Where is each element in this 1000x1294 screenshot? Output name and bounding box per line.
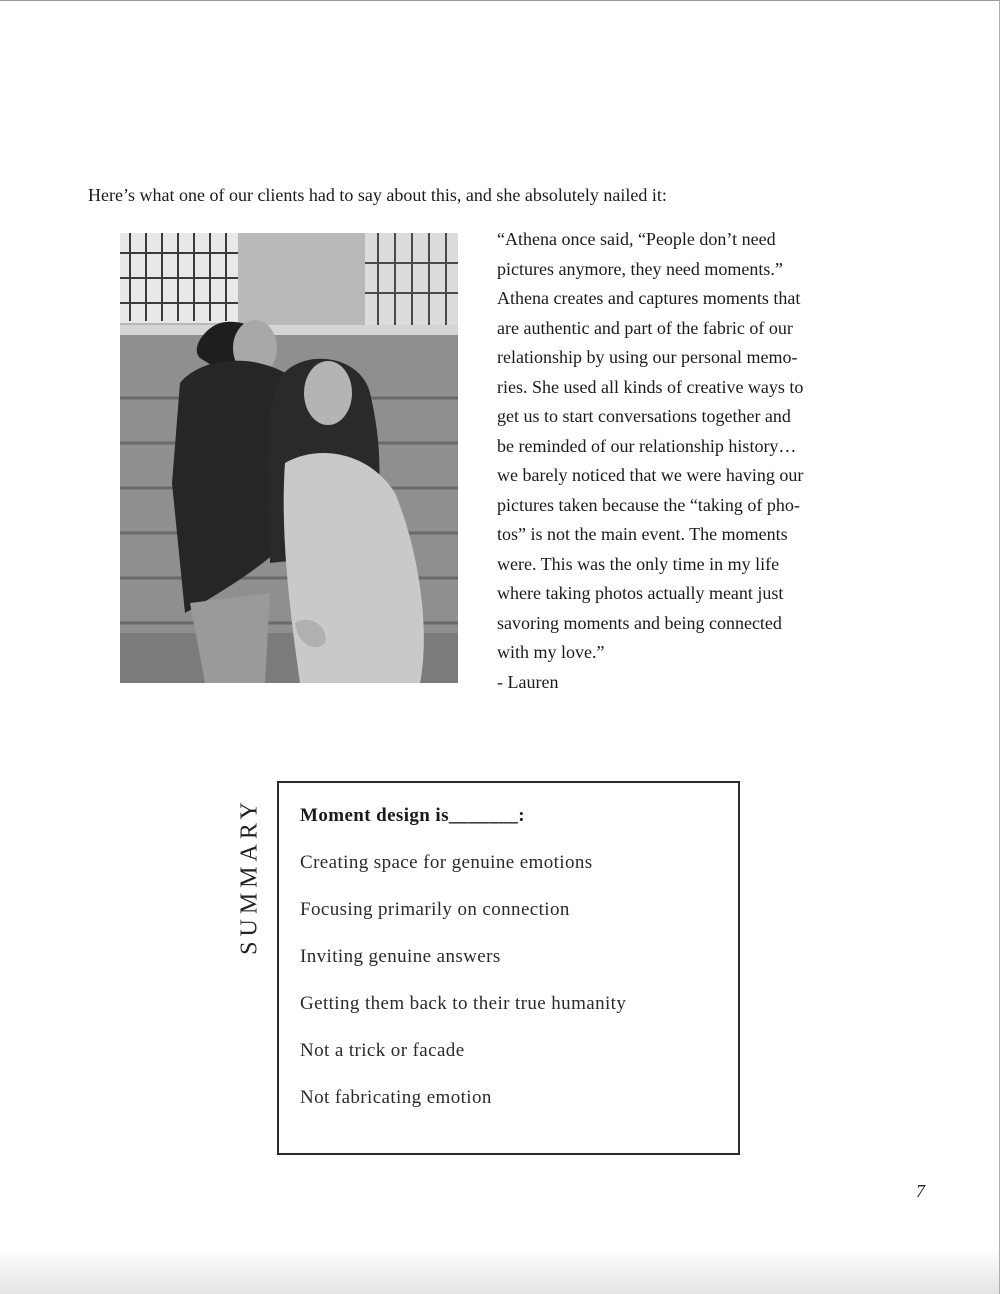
page-number: 7 bbox=[916, 1181, 925, 1201]
quote-attribution: - Lauren bbox=[497, 671, 559, 692]
quote-line: were. This was the only time in my life bbox=[497, 553, 780, 574]
quote-line: are authentic and part of the fabric of our bbox=[497, 317, 793, 338]
summary-item: Focusing primarily on connection bbox=[300, 899, 570, 920]
quote-line: ries. She used all kinds of creative ways to bbox=[497, 376, 804, 397]
quote-line: “Athena once said, “People don’t need bbox=[497, 229, 776, 249]
quote-line: with my love.” bbox=[497, 642, 605, 662]
quote-line: get us to start conversations together and bbox=[497, 406, 791, 426]
testimonial-quote bbox=[497, 225, 837, 697]
quote-line: Athena creates and captures moments that bbox=[497, 288, 801, 308]
summary-box bbox=[277, 781, 740, 1155]
quote-line: we barely noticed that we were having our bbox=[497, 465, 804, 485]
summary-side-label bbox=[236, 791, 264, 961]
quote-line: be reminded of our relationship history… bbox=[497, 435, 797, 456]
summary-item: Not fabricating emotion bbox=[300, 1087, 492, 1108]
quote-line: tos” is not the main event. The moments bbox=[497, 524, 788, 544]
intro-text: Here’s what one of our clients had to say about this, and she absolutely nailed it: bbox=[88, 185, 667, 205]
summary-item: Inviting genuine answers bbox=[300, 946, 501, 967]
quote-line: where taking photos actually meant just bbox=[497, 583, 784, 603]
couple-photo bbox=[120, 233, 458, 683]
summary-heading: Moment design is_______: bbox=[300, 805, 525, 826]
summary-item: Not a trick or facade bbox=[300, 1040, 465, 1061]
summary-item: Getting them back to their true humanity bbox=[300, 993, 627, 1014]
quote-line: relationship by using our personal memo- bbox=[497, 347, 798, 367]
summary-item: Creating space for genuine emotions bbox=[300, 852, 593, 873]
summary-label-text: SUMMARY bbox=[236, 797, 263, 955]
quote-line: pictures taken because the “taking of pho- bbox=[497, 494, 800, 515]
quote-line: savoring moments and being connected bbox=[497, 612, 782, 633]
page-bottom-shadow bbox=[0, 1248, 999, 1294]
quote-line: pictures anymore, they need moments.” bbox=[497, 258, 783, 279]
